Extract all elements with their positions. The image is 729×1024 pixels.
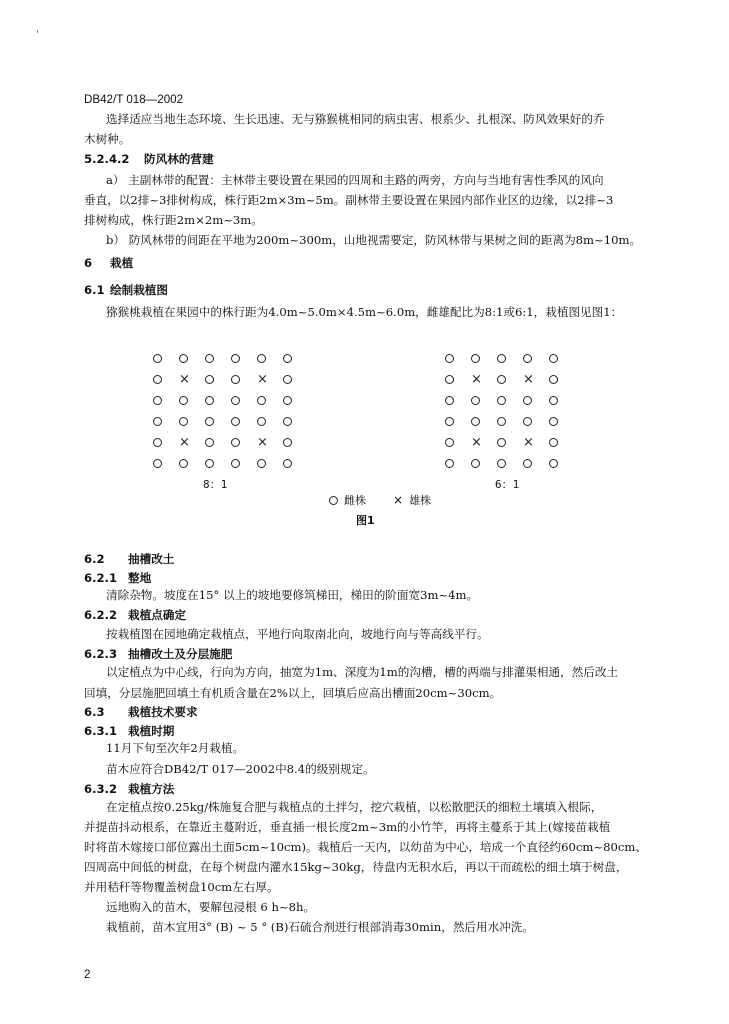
grid-cell bbox=[497, 411, 523, 432]
section-number: 6.2.2 bbox=[84, 608, 118, 622]
section-title: 栽植技术要求 bbox=[128, 705, 198, 719]
grid-cell bbox=[153, 369, 179, 390]
section-6-2-1-line-1: 清除杂物。坡度在15° 以上的坡地要修筑梯田，梯田的阶面宽3m~4m。 bbox=[106, 588, 479, 602]
female-plant-circle-icon bbox=[497, 354, 506, 363]
grid-cell bbox=[205, 453, 231, 474]
grid-cell bbox=[231, 390, 257, 411]
female-plant-circle-icon bbox=[523, 354, 532, 363]
grid-cell bbox=[231, 411, 257, 432]
section-title: 栽植 bbox=[110, 256, 134, 270]
grid-cell bbox=[497, 390, 523, 411]
female-plant-circle-icon bbox=[283, 438, 292, 447]
male-plant-cross-icon: × bbox=[179, 435, 190, 450]
male-plant-cross-icon: × bbox=[471, 435, 482, 450]
female-plant-circle-icon bbox=[283, 354, 292, 363]
grid-cell bbox=[445, 453, 471, 474]
female-plant-circle-icon bbox=[329, 496, 338, 505]
female-plant-circle-icon bbox=[205, 396, 214, 405]
female-plant-circle-icon bbox=[445, 354, 454, 363]
grid-cell bbox=[445, 411, 471, 432]
grid-cell bbox=[231, 432, 257, 453]
female-plant-circle-icon bbox=[257, 459, 266, 468]
section-6-3-2-heading bbox=[84, 781, 174, 797]
female-plant-circle-icon bbox=[257, 354, 266, 363]
female-plant-circle-icon bbox=[205, 375, 214, 384]
female-plant-circle-icon bbox=[523, 459, 532, 468]
section-number: 6 bbox=[84, 256, 93, 270]
female-plant-circle-icon bbox=[523, 417, 532, 426]
section-6-3-2-line-6: 远地购入的苗木，要解包浸根 6 h~8h。 bbox=[106, 900, 316, 914]
section-number: 6.2 bbox=[84, 552, 105, 566]
grid-cell bbox=[471, 369, 497, 390]
female-plant-circle-icon bbox=[497, 438, 506, 447]
grid-cell bbox=[497, 348, 523, 369]
grid-cell bbox=[523, 432, 549, 453]
grid-cell bbox=[471, 348, 497, 369]
female-plant-circle-icon bbox=[179, 459, 188, 468]
document-code: DB42/T 018—2002 bbox=[84, 93, 184, 106]
section-title: 抽槽改土 bbox=[128, 552, 175, 566]
grid-cell bbox=[257, 390, 283, 411]
section-number: 6.3.1 bbox=[84, 724, 118, 738]
female-plant-circle-icon bbox=[257, 417, 266, 426]
female-plant-circle-icon bbox=[471, 354, 480, 363]
female-plant-circle-icon bbox=[497, 375, 506, 384]
female-plant-circle-icon bbox=[445, 438, 454, 447]
grid-cell bbox=[283, 369, 309, 390]
section-6-3-2-line-1: 在定植点按0.25kg/株施复合肥与栽植点的土拌匀，挖穴栽植，以松散肥沃的细粒土壤填入根际， bbox=[106, 800, 603, 814]
female-plant-circle-icon bbox=[445, 459, 454, 468]
grid-cell bbox=[497, 369, 523, 390]
grid-cell bbox=[471, 453, 497, 474]
section-number: 6.2.1 bbox=[84, 571, 118, 585]
female-plant-circle-icon bbox=[471, 459, 480, 468]
section-6-3-2-line-4: 四周高中间低的树盘，在每个树盘内灌水15kg~30kg，待盘内无积水后，再以干而疏松的细土填于树盘， bbox=[84, 860, 628, 874]
grid-cell bbox=[283, 453, 309, 474]
grid-cell bbox=[549, 453, 575, 474]
grid-cell bbox=[257, 411, 283, 432]
grid-cell bbox=[283, 390, 309, 411]
grid-cell bbox=[445, 390, 471, 411]
grid-cell bbox=[257, 369, 283, 390]
section-title: 防风林的营建 bbox=[144, 152, 214, 166]
grid-cell bbox=[153, 453, 179, 474]
grid-cell bbox=[205, 369, 231, 390]
grid-cell bbox=[549, 369, 575, 390]
grid-cell bbox=[549, 411, 575, 432]
section-number: 6.2.3 bbox=[84, 647, 118, 661]
section-6-3-2-line-2: 并提苗抖动根系，在靠近主蔓附近，垂直插一根长度2m~3m的小竹竿，再将主蔓系于其上(嫁接苗栽植 bbox=[84, 820, 611, 834]
planting-grid-8-to-1 bbox=[153, 348, 309, 474]
section-6-2-3-line-2: 回填，分层施肥回填土有机质含量在2%以上，回填后应高出槽面20cm~30cm。 bbox=[84, 686, 502, 700]
figure-legend bbox=[329, 492, 431, 508]
grid-cell bbox=[179, 369, 205, 390]
male-plant-cross-icon: × bbox=[393, 493, 404, 507]
section-6-3-2-line-5: 并用秸秆等物覆盖树盘10cm左右厚。 bbox=[84, 880, 279, 894]
grid-cell bbox=[523, 390, 549, 411]
male-plant-cross-icon: × bbox=[179, 372, 190, 387]
female-plant-circle-icon bbox=[231, 417, 240, 426]
female-plant-circle-icon bbox=[257, 396, 266, 405]
grid-cell bbox=[153, 348, 179, 369]
section-6-3-1-line-1: 11月下旬至次年2月栽植。 bbox=[106, 741, 245, 755]
grid-cell bbox=[471, 390, 497, 411]
grid-cell bbox=[549, 348, 575, 369]
grid-cell bbox=[153, 411, 179, 432]
section-6-heading bbox=[84, 255, 133, 271]
grid-cell bbox=[153, 432, 179, 453]
female-plant-circle-icon bbox=[205, 459, 214, 468]
grid-cell bbox=[257, 453, 283, 474]
figure-caption: 图1 bbox=[356, 514, 375, 527]
section-6-2-heading bbox=[84, 551, 174, 567]
grid-cell bbox=[153, 390, 179, 411]
intro-line-1: 选择适应当地生态环境、生长迅速、无与猕猴桃相同的病虫害、根系少、扎根深、防风效果好的乔 bbox=[106, 112, 605, 126]
grid-cell bbox=[205, 411, 231, 432]
grid-cell bbox=[231, 453, 257, 474]
grid-cell bbox=[179, 348, 205, 369]
section-6-1-line-1: 猕猴桃栽植在果园中的株行距为4.0m~5.0m×4.5m~6.0m，雌雄配比为8:1或6:1，栽植图见图1： bbox=[106, 305, 623, 319]
section-6-3-1-heading bbox=[84, 723, 174, 739]
female-plant-circle-icon bbox=[445, 375, 454, 384]
female-plant-circle-icon bbox=[549, 417, 558, 426]
section-6-2-3-line-1: 以定植点为中心线，行向为方向，抽宽为1m、深度为1m的沟槽，槽的两端与排灌渠相通，然后改土 bbox=[106, 665, 619, 679]
male-plant-cross-icon: × bbox=[523, 372, 534, 387]
section-title: 整地 bbox=[128, 571, 152, 585]
female-plant-circle-icon bbox=[231, 354, 240, 363]
section-title: 抽槽改土及分层施肥 bbox=[128, 647, 233, 661]
grid-cell bbox=[445, 432, 471, 453]
grid-cell bbox=[497, 453, 523, 474]
female-plant-circle-icon bbox=[153, 417, 162, 426]
grid-cell bbox=[471, 432, 497, 453]
grid-cell bbox=[445, 348, 471, 369]
section-6-2-2-heading bbox=[84, 607, 186, 623]
grid-cell bbox=[523, 369, 549, 390]
paragraph-b-line-1: b） 防风林带的间距在平地为200m~300m，山地视需要定，防风林带与果树之间的距离为8m~10m。 bbox=[106, 233, 642, 247]
grid-cell bbox=[205, 390, 231, 411]
female-plant-circle-icon bbox=[153, 438, 162, 447]
grid-cell bbox=[257, 432, 283, 453]
section-6-3-2-line-3: 时将苗木嫁接口部位露出土面5cm~10cm)。栽植后一天内，以幼苗为中心，培成一个直径约60cm~80cm、 bbox=[84, 840, 647, 854]
grid-cell bbox=[179, 390, 205, 411]
grid-cell bbox=[231, 348, 257, 369]
female-plant-circle-icon bbox=[153, 396, 162, 405]
grid-cell bbox=[231, 369, 257, 390]
grid-cell bbox=[471, 411, 497, 432]
female-plant-circle-icon bbox=[179, 417, 188, 426]
male-plant-cross-icon: × bbox=[257, 372, 268, 387]
planting-grid-6-to-1 bbox=[445, 348, 575, 474]
grid-cell bbox=[445, 369, 471, 390]
section-number: 5.2.4.2 bbox=[84, 152, 130, 166]
legend-male-label: 雄株 bbox=[409, 494, 432, 507]
ratio-label-6-to-1: 6：1 bbox=[495, 478, 520, 491]
page-number: 2 bbox=[84, 968, 91, 981]
grid-cell bbox=[549, 390, 575, 411]
section-6-2-1-heading bbox=[84, 570, 151, 586]
female-plant-circle-icon bbox=[549, 438, 558, 447]
male-plant-cross-icon: × bbox=[471, 372, 482, 387]
female-plant-circle-icon bbox=[231, 375, 240, 384]
grid-cell bbox=[523, 411, 549, 432]
female-plant-circle-icon bbox=[231, 396, 240, 405]
grid-cell bbox=[283, 411, 309, 432]
ratio-label-8-to-1: 8：1 bbox=[203, 478, 228, 491]
grid-cell bbox=[179, 411, 205, 432]
intro-line-2: 木树种。 bbox=[84, 132, 131, 146]
section-title: 栽植点确定 bbox=[128, 608, 186, 622]
grid-cell bbox=[523, 453, 549, 474]
paragraph-a-line-1: a） 主副林带的配置：主林带主要设置在果园的四周和主路的两旁，方向与当地有害性季风的风向 bbox=[106, 173, 604, 187]
section-6-2-3-heading bbox=[84, 646, 232, 662]
female-plant-circle-icon bbox=[179, 354, 188, 363]
female-plant-circle-icon bbox=[283, 396, 292, 405]
female-plant-circle-icon bbox=[497, 396, 506, 405]
section-5-2-4-2-heading bbox=[84, 151, 214, 167]
female-plant-circle-icon bbox=[179, 396, 188, 405]
female-plant-circle-icon bbox=[445, 417, 454, 426]
female-plant-circle-icon bbox=[231, 438, 240, 447]
female-plant-circle-icon bbox=[205, 417, 214, 426]
section-6-1-heading bbox=[84, 282, 168, 298]
female-plant-circle-icon bbox=[205, 354, 214, 363]
female-plant-circle-icon bbox=[497, 417, 506, 426]
scan-mark bbox=[37, 30, 38, 33]
female-plant-circle-icon bbox=[471, 396, 480, 405]
section-6-3-heading bbox=[84, 704, 198, 720]
female-plant-circle-icon bbox=[445, 396, 454, 405]
female-plant-circle-icon bbox=[523, 396, 532, 405]
female-plant-circle-icon bbox=[153, 354, 162, 363]
paragraph-a-line-3: 排树构成，株行距2m×2m~3m。 bbox=[84, 213, 263, 227]
grid-cell bbox=[549, 432, 575, 453]
grid-cell bbox=[179, 432, 205, 453]
grid-cell bbox=[523, 348, 549, 369]
section-number: 6.3.2 bbox=[84, 782, 118, 796]
female-plant-circle-icon bbox=[153, 375, 162, 384]
section-6-2-2-line-1: 按栽植图在园地确定栽植点，平地行向取南北向，坡地行向与等高线平行。 bbox=[106, 627, 489, 641]
female-plant-circle-icon bbox=[549, 375, 558, 384]
grid-cell bbox=[283, 348, 309, 369]
female-plant-circle-icon bbox=[549, 354, 558, 363]
female-plant-circle-icon bbox=[231, 459, 240, 468]
grid-cell bbox=[179, 453, 205, 474]
female-plant-circle-icon bbox=[283, 417, 292, 426]
section-6-3-2-line-7: 栽植前，苗木宜用3° (B) ~ 5 ° (B)石硫合剂进行根部消毒30min，然后用水冲洗。 bbox=[106, 920, 534, 934]
female-plant-circle-icon bbox=[549, 396, 558, 405]
section-number: 6.3 bbox=[84, 705, 105, 719]
section-6-3-1-line-2: 苗木应符合DB42/T 017—2002中8.4的级别规定。 bbox=[106, 762, 375, 776]
grid-cell bbox=[205, 432, 231, 453]
male-plant-cross-icon: × bbox=[257, 435, 268, 450]
grid-cell bbox=[283, 432, 309, 453]
legend-female-label: 雌株 bbox=[344, 494, 366, 507]
grid-cell bbox=[497, 432, 523, 453]
female-plant-circle-icon bbox=[283, 375, 292, 384]
grid-cell bbox=[205, 348, 231, 369]
section-title: 绘制栽植图 bbox=[110, 283, 168, 297]
female-plant-circle-icon bbox=[153, 459, 162, 468]
grid-cell bbox=[257, 348, 283, 369]
male-plant-cross-icon: × bbox=[523, 435, 534, 450]
section-title: 栽植方法 bbox=[128, 782, 175, 796]
paragraph-a-line-2: 垂直，以2排~3排树构成，株行距2m×3m~5m。副林带主要设置在果园内部作业区的边缘，以2排~3 bbox=[84, 193, 614, 207]
female-plant-circle-icon bbox=[205, 438, 214, 447]
female-plant-circle-icon bbox=[497, 459, 506, 468]
section-title: 栽植时期 bbox=[128, 724, 175, 738]
section-number: 6.1 bbox=[84, 283, 105, 297]
female-plant-circle-icon bbox=[471, 417, 480, 426]
female-plant-circle-icon bbox=[549, 459, 558, 468]
female-plant-circle-icon bbox=[283, 459, 292, 468]
